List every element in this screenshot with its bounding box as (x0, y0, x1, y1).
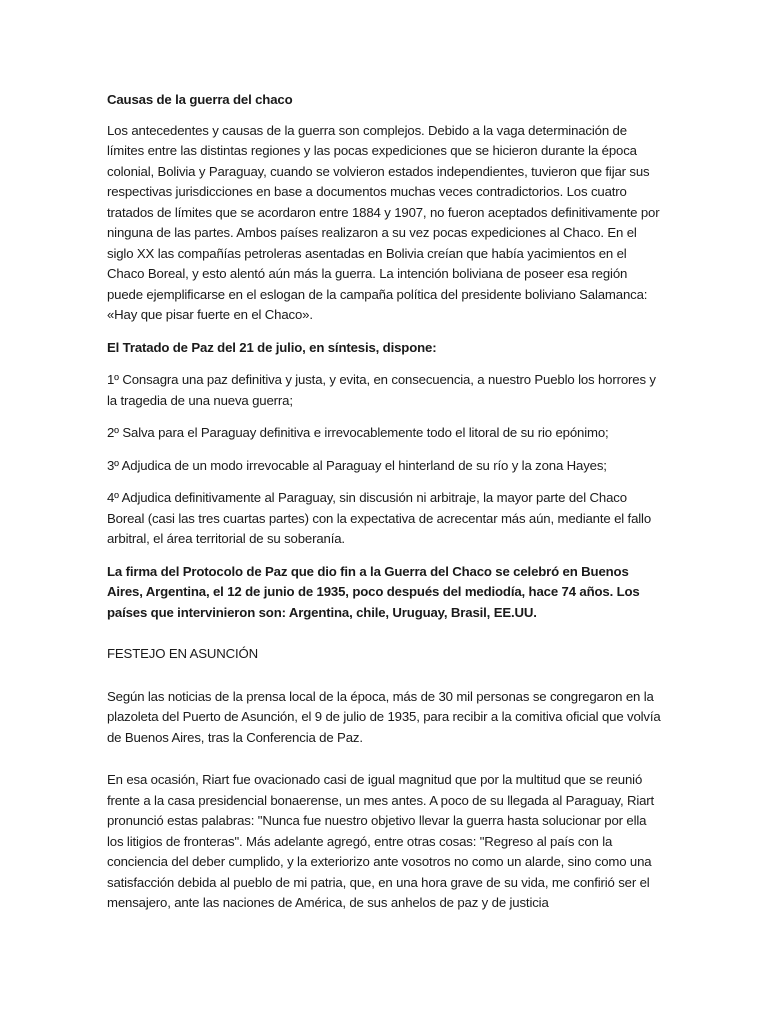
treaty-point-3: 3º Adjudica de un modo irrevocable al Paraguay el hinterland de su río y la zona Hayes; (107, 457, 607, 473)
protocol-paragraph: La firma del Protocolo de Paz que dio fin a la Guerra del Chaco se celebró en Buenos Aires, Argentina, el 12 de junio de 1935, poco después del mediodía, hace 74 años. Los países que intervinieron son: Argentina, chile, Uruguay, Brasil, EE.UU. (107, 563, 640, 620)
document-page (107, 90, 663, 914)
treaty-heading: El Tratado de Paz del 21 de julio, en síntesis, dispone: (107, 339, 437, 355)
festejo-paragraph-1: Según las noticias de la prensa local de la época, más de 30 mil personas se congregaron en la plazoleta del Puerto de Asunción, el 9 de julio de 1935, para recibir a la comitiva oficial que volvía de Buenos Aires, tras la Conferencia de Paz. (107, 688, 661, 745)
treaty-point-1: 1º Consagra una paz definitiva y justa, y evita, en consecuencia, a nuestro Pueblo los horrores y la tragedia de una nueva guerra; (107, 372, 656, 408)
treaty-point-4: 4º Adjudica definitivamente al Paraguay, sin discusión ni arbitraje, la mayor parte del Chaco Boreal (casi las tres cuartas partes) con la expectativa de acrecentar más aún, mediante el fallo arbitral, el área territorial de su soberanía. (107, 490, 652, 546)
festejo-heading: FESTEJO EN ASUNCIÓN (107, 646, 259, 661)
treaty-point-2: 2º Salva para el Paraguay definitiva e irrevocablemente todo el litoral de su rio epónimo; (107, 425, 609, 440)
intro-paragraph: Los antecedentes y causas de la guerra son complejos. Debido a la vaga determinación de límites entre las distintas regiones y las pocas expediciones que se hicieron durante la época colonial, Bolivia y Paraguay, cuando se volvieron estados independientes, tuvieron que fijar sus respectivas jurisdicciones en base a documentos muchas veces contradictorios. Los cuatro tratados de límites que se acordaron entre 1884 y 1907, no fueron aceptados definitivamente por ninguna de las partes. Ambos países realizaron a su vez pocas expediciones al Chaco. En el siglo XX las compañías petroleras asentadas en Bolivia creían que había yacimientos en el Chaco Boreal, y esto alentó aún más la guerra. La intención boliviana de poseer esa región puede ejemplificarse en el eslogan de la campaña política del presidente boliviano Salamanca: «Hay que pisar fuerte en el Chaco». (107, 122, 660, 322)
document-title: Causas de la guerra del chaco (107, 92, 293, 107)
festejo-paragraph-2: En esa ocasión, Riart fue ovacionado casi de igual magnitud que por la multitud que se reunió frente a la casa presidencial bonaerense, un mes antes. A poco de su llegada al Paraguay, Riart pronunció estas palabras: "Nunca fue nuestro objetivo llevar la guerra hasta solucionar por ella los litigios de fronteras". Más adelante agregó, entre otras cosas: "Regreso al país con la conciencia del deber cumplido, y la exteriorizo ante vosotros no como un alarde, sino como una satisfacción debida al pueblo de mi patria, que, en una hora grave de su vida, me confirió ser el mensajero, ante las naciones de América, de sus anhelos de paz y de justicia (107, 772, 655, 910)
